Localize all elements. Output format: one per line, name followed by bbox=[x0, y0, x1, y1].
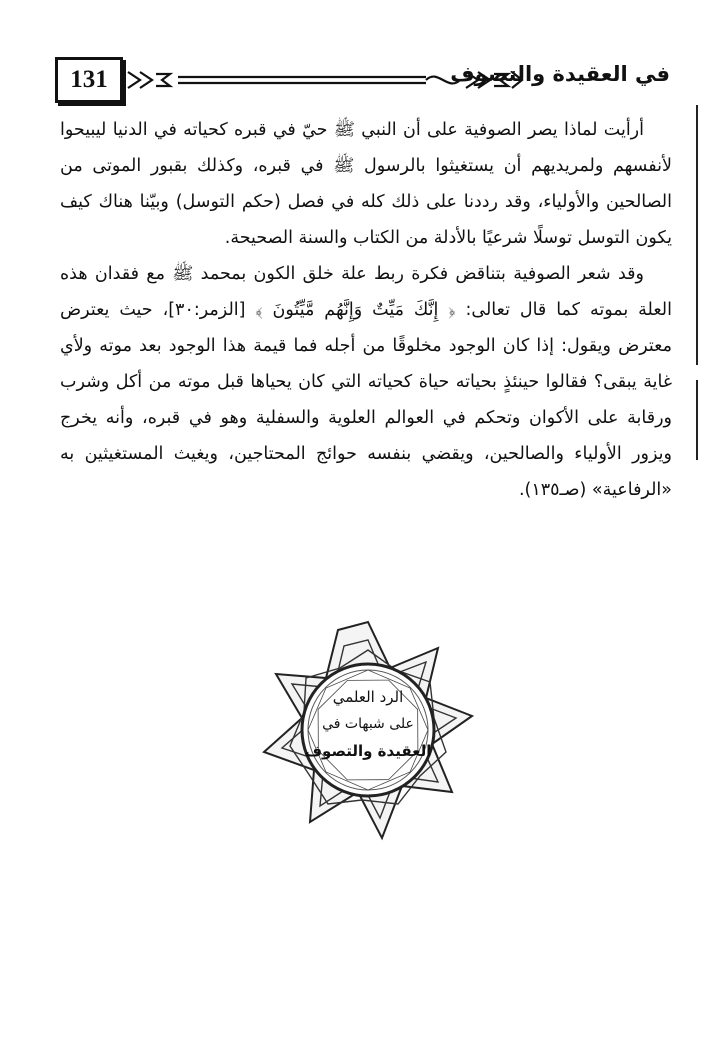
paragraph-1: أرأيت لماذا يصر الصوفية على أن النبي ﷺ حيّ في قبره كحياته في الدنيا ليبيحوا لأنفسهم ولمريديهم أن يستغيثوا بالرسول ﷺ في قبره، وكذلك بقبور الموتى من الصالحين والأولياء، وقد رددنا على ذلك كله في فصل (حكم التوسل) وبيّنا هناك كيف يكون التوسل توسلًا شرعيًا بالأدلة من الكتاب والسنة الصحيحة. bbox=[60, 120, 672, 248]
emblem-line-2: على شبهات في bbox=[322, 716, 414, 732]
emblem-line-1: الرد العلمي bbox=[332, 688, 404, 706]
page-number bbox=[55, 57, 123, 103]
paragraph-2: وقد شعر الصوفية بتناقض فكرة ربط علة خلق الكون بمحمد ﷺ مع فقدان هذه العلة بموته كما قال تعالى: ﴿ إِنَّكَ مَيِّتٌ وَإِنَّهُم مَّيِّتُونَ ﴾ [الزمر:٣٠]، حيث يعترض معترض ويقول: إذا كان الوجود مخلوقًا من أجله فما قيمة هذا الوجود بعد موته ولأي غاية يبقى؟ فقالوا حينئذٍ بحياته حياة كحياته التي كان يحياها قبل موته من أكل وشرب ورقابة على الأكوان وتحكم في العوالم العلوية والسفلية وهو في قبره، وأنه يخرج ويزور الأولياء والصالحين، ويقضي بنفسه حوائج المحتاجين، ويغيث المستغيثين به «الرفاعية» (صـ١٣٥). bbox=[60, 264, 672, 500]
book-emblem bbox=[262, 618, 474, 843]
page-number-text: 131 bbox=[70, 66, 108, 93]
margin-rule-lower bbox=[696, 380, 698, 460]
margin-rule bbox=[696, 105, 698, 365]
running-title: في العقيدة والتصوف bbox=[450, 62, 670, 86]
body-text bbox=[60, 112, 672, 508]
emblem-line-3: العقيدة والتصوف bbox=[304, 742, 432, 760]
